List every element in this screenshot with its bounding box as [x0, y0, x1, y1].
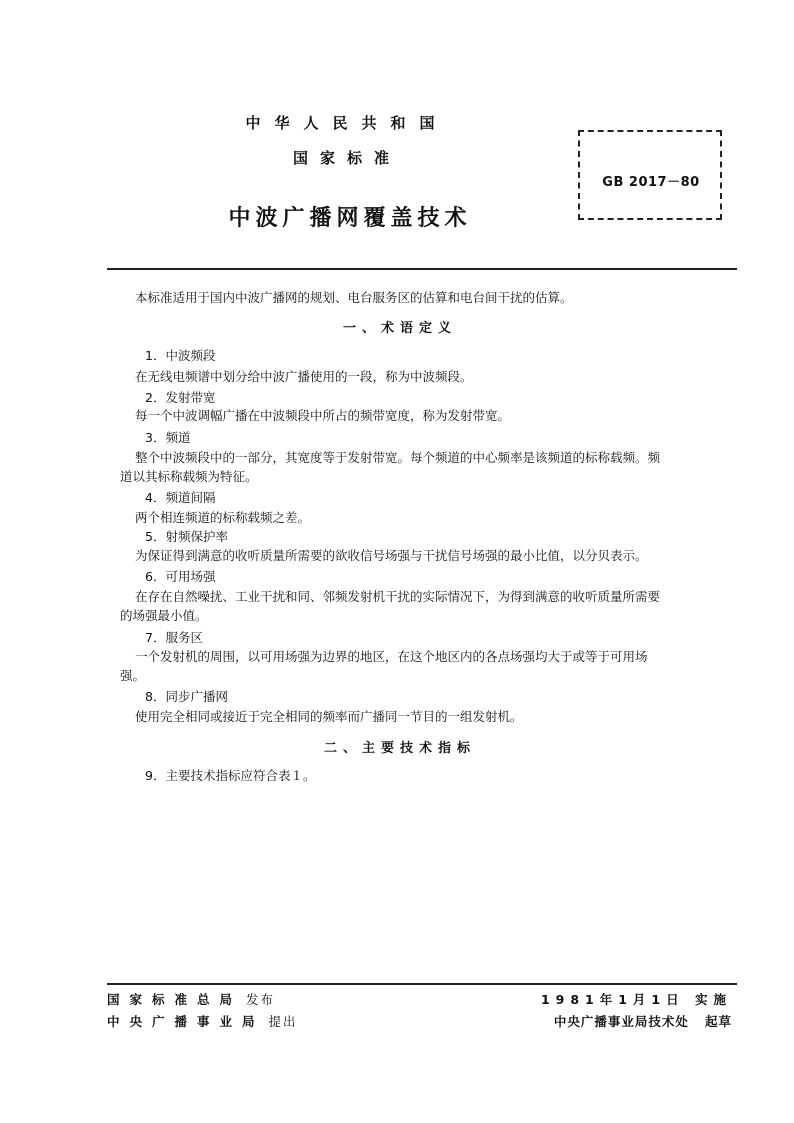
- term-definition: 整个中波频段中的一部分，其宽度等于发射带宽。每个频道的中心频率是该频道的标称载频。频 道以其标称载频为特征。: [120, 450, 661, 484]
- term-title: 6．可用场强: [145, 569, 216, 584]
- effective-date: 1981年1月1日: [540, 992, 685, 1007]
- document-title: 中波广播网覆盖技术: [228, 206, 472, 231]
- term-definition: 为保证得到满意的收听质量所需要的欲收信号场强与干扰信号场强的最小比值，以分贝表示。: [135, 548, 648, 563]
- term-title: 3．频道: [145, 430, 191, 445]
- term-title: 4．频道间隔: [145, 490, 216, 505]
- term-title: 1．中波频段: [145, 348, 216, 363]
- term-definition: 两个相连频道的标称载频之差。: [135, 510, 311, 525]
- term-definition: 在无线电频谱中划分给中波广播使用的一段，称为中波频段。: [135, 369, 473, 384]
- issuer-name: 国家标准总局: [107, 992, 243, 1007]
- drafter-action: 起草: [704, 1014, 732, 1029]
- term-title: 8．同步广播网: [145, 689, 228, 704]
- proposer-action: 提出: [268, 1014, 298, 1029]
- term-title: 2．发射带宽: [145, 390, 216, 405]
- standard-type: 国家标准: [292, 149, 401, 167]
- term-definition: 使用完全相同或接近于完全相同的频率而广播同一节目的一组发射机。: [135, 709, 523, 724]
- term-title: 7．服务区: [145, 630, 203, 645]
- issuer-line: [107, 990, 275, 1008]
- proposer-line: [107, 1012, 298, 1030]
- footer-divider: [107, 983, 737, 985]
- country-name: 中华人民共和国: [245, 114, 449, 132]
- term-title: 5．射频保护率: [145, 529, 228, 544]
- drafter-line: [554, 1012, 732, 1030]
- effective-action: 实施: [694, 992, 732, 1007]
- header-divider: [107, 268, 737, 270]
- scope-statement: 本标准适用于国内中波广播网的规划、电台服务区的估算和电台间干扰的估算。: [135, 290, 573, 305]
- proposer-name: 中央广播事业局: [107, 1014, 265, 1029]
- term-definition: 每一个中波调幅广播在中波频段中所占的频带宽度，称为发射带宽。: [135, 408, 511, 423]
- term-definition: 在存在自然噪扰、工业干扰和同、邻频发射机干扰的实际情况下，为得到满意的收听质量所需要 的场强最小值。: [120, 589, 661, 623]
- standard-code: GB 2017－80: [602, 175, 700, 190]
- section-2-heading: 二、主要技术指标: [323, 741, 476, 756]
- effective-date-line: [541, 990, 732, 1008]
- term-definition: 一个发射机的周围，以可用场强为边界的地区，在这个地区内的各点场强均大于或等于可用场 强。: [120, 649, 648, 683]
- issuer-action: 发布: [246, 992, 276, 1007]
- drafter-name: 中央广播事业局技术处: [553, 1014, 689, 1029]
- section-1-heading: 一、术语定义: [342, 321, 457, 336]
- requirement-item: 9．主要技术指标应符合表１。: [145, 768, 316, 783]
